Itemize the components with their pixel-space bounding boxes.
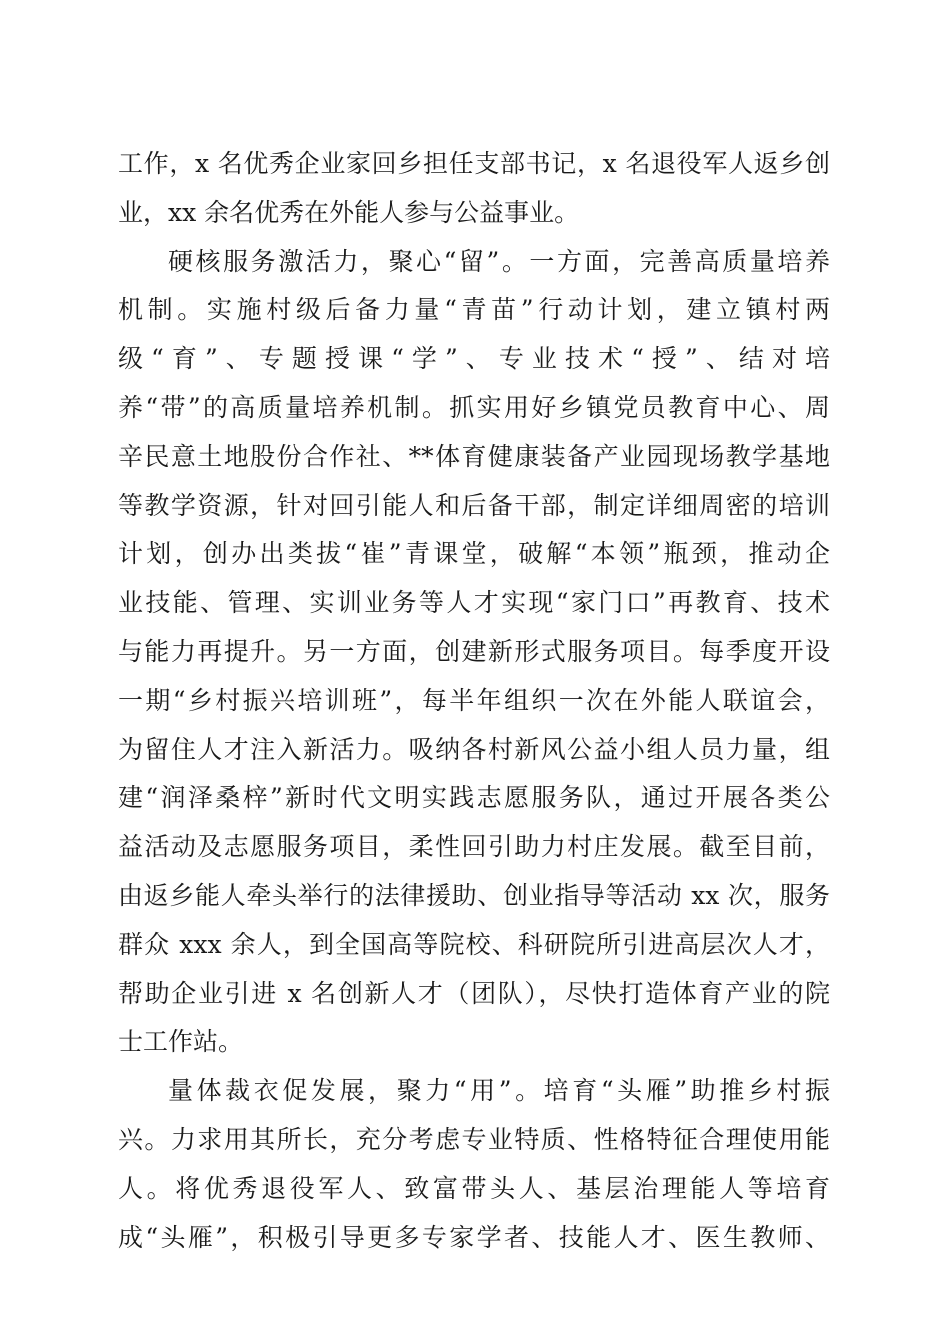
paragraph-line: 兴。力求用其所长，充分考虑专业特质、性格特征合理使用能 [118, 1124, 830, 1154]
paragraph-line: 帮助企业引进 x 名创新人才（团队），尽快打造体育产业的院 [118, 978, 830, 1008]
paragraph-line: 计划，创办出类拔“崔”青课堂，破解“本领”瓶颈，推动企 [118, 539, 830, 569]
paragraph-line: 等教学资源，针对回引能人和后备干部，制定详细周密的培训 [118, 490, 830, 520]
paragraph-line: 一期“乡村振兴培训班”，每半年组织一次在外能人联谊会， [118, 685, 830, 715]
paragraph-line: 机制。实施村级后备力量“青苗”行动计划，建立镇村两 [118, 295, 830, 325]
paragraph-1 [118, 140, 830, 238]
paragraph-line: 级“育”、专题授课“学”、专业技术“授”、结对培 [118, 344, 830, 374]
paragraph-line: 量体裁衣促发展，聚力“用”。培育“头雁”助推乡村振 [168, 1076, 830, 1106]
paragraph-line: 业技能、管理、实训业务等人才实现“家门口”再教育、技术 [118, 588, 830, 618]
paragraph-2 [118, 238, 830, 1068]
paragraph-line: 人。将优秀退役军人、致富带头人、基层治理能人等培育 [118, 1173, 830, 1203]
paragraph-3 [118, 1067, 830, 1262]
paragraph-line: 与能力再提升。另一方面，创建新形式服务项目。每季度开设 [118, 636, 830, 666]
paragraph-line: 养“带”的高质量培养机制。抓实用好乡镇党员教育中心、周 [118, 392, 830, 422]
paragraph-line: 益活动及志愿服务项目，柔性回引助力村庄发展。截至目前， [118, 832, 830, 862]
paragraph-line: 士工作站。 [118, 1027, 244, 1057]
paragraph-line: 由返乡能人牵头举行的法律援助、创业指导等活动 xx 次，服务 [118, 880, 830, 910]
paragraph-line: 业，xx 余名优秀在外能人参与公益事业。 [118, 197, 580, 227]
paragraph-line: 成“头雁”，积极引导更多专家学者、技能人才、医生教师、 [118, 1222, 830, 1252]
document-body [118, 140, 830, 1262]
paragraph-line: 工作，x 名优秀企业家回乡担任支部书记，x 名退役军人返乡创 [118, 149, 830, 178]
paragraph-line: 为留住人才注入新活力。吸纳各村新风公益小组人员力量，组 [118, 734, 830, 764]
paragraph-line: 辛民意土地股份合作社、**体育健康装备产业园现场教学基地 [118, 441, 830, 471]
paragraph-line: 硬核服务激活力，聚心“留”。一方面，完善高质量培养 [168, 246, 830, 276]
paragraph-line: 建“润泽桑梓”新时代文明实践志愿服务队，通过开展各类公 [118, 783, 830, 813]
paragraph-line: 群众 xxx 余人，到全国高等院校、科研院所引进高层次人才， [118, 929, 830, 959]
